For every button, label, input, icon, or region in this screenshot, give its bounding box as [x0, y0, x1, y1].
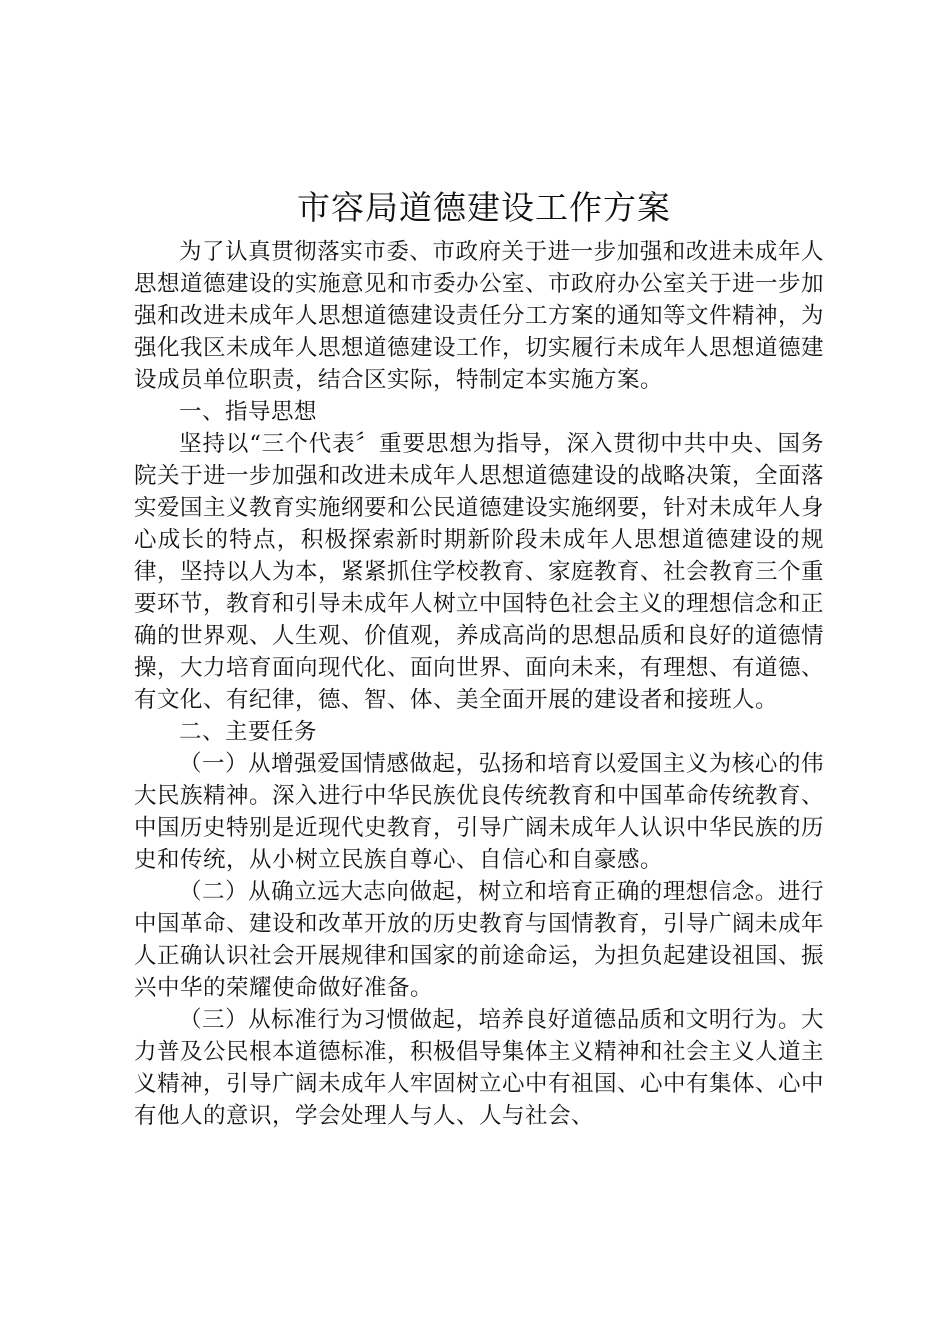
guiding-ideology-paragraph: 坚持以“三个代表〞重要思想为指导，深入贯彻中共中央、国务院关于进一步加强和改进未成年人思想道德建设的战略决策，全面落实爱国主义教育实施纲要和公民道德建设实施纲要，针对未成年人身心成长的特点，积极探索新时期新阶段未成年人思想道德建设的规律，坚持以人为本，紧紧抓住学校教育、家庭教育、社会教育三个重要环节，教育和引导未成年人树立中国特色社会主义的理想信念和正确的世界观、人生观、价值观，养成高尚的思想品质和良好的道德情操，大力培育面向现代化、面向世界、面向未来，有理想、有道德、有文化、有纪律，德、智、体、美全面开展的建设者和接班人。 [134, 431, 825, 713]
task-paragraph-2: （二）从确立远大志向做起，树立和培育正确的理想信念。进行中国革命、建设和改革开放的历史教育与国情教育，引导广阔未成年人正确认识社会开展规律和国家的前途命运，为担负起建设祖国、振兴中华的荣耀使命做好准备。 [134, 879, 825, 1001]
task-paragraph-1: （一）从增强爱国情感做起，弘扬和培育以爱国主义为核心的伟大民族精神。深入进行中华民族优良传统教育和中国革命传统教育、中国历史特别是近现代史教育，引导广阔未成年人认识中华民族的历史和传统，从小树立民族自尊心、自信心和自豪感。 [134, 751, 825, 873]
task-paragraph-3: （三）从标准行为习惯做起，培养良好道德品质和文明行为。大力普及公民根本道德标准，积极倡导集体主义精神和社会主义人道主义精神，引导广阔未成年人牢固树立心中有祖国、心中有集体、心中有他人的意识，学会处理人与人、人与社会、 [134, 1007, 825, 1129]
section-heading-guiding-ideology: 一、指导思想 [179, 399, 318, 425]
section-heading-main-tasks: 二、主要任务 [179, 719, 318, 745]
document-title: 市容局道德建设工作方案 [297, 188, 671, 227]
document-page [134, 180, 824, 1132]
intro-paragraph: 为了认真贯彻落实市委、市政府关于进一步加强和改进未成年人思想道德建设的实施意见和市委办公室、市政府办公室关于进一步加强和改进未成年人思想道德建设责任分工方案的通知等文件精神，为强化我区未成年人思想道德建设工作，切实履行未成年人思想道德建设成员单位职责，结合区实际，特制定本实施方案。 [134, 239, 825, 393]
